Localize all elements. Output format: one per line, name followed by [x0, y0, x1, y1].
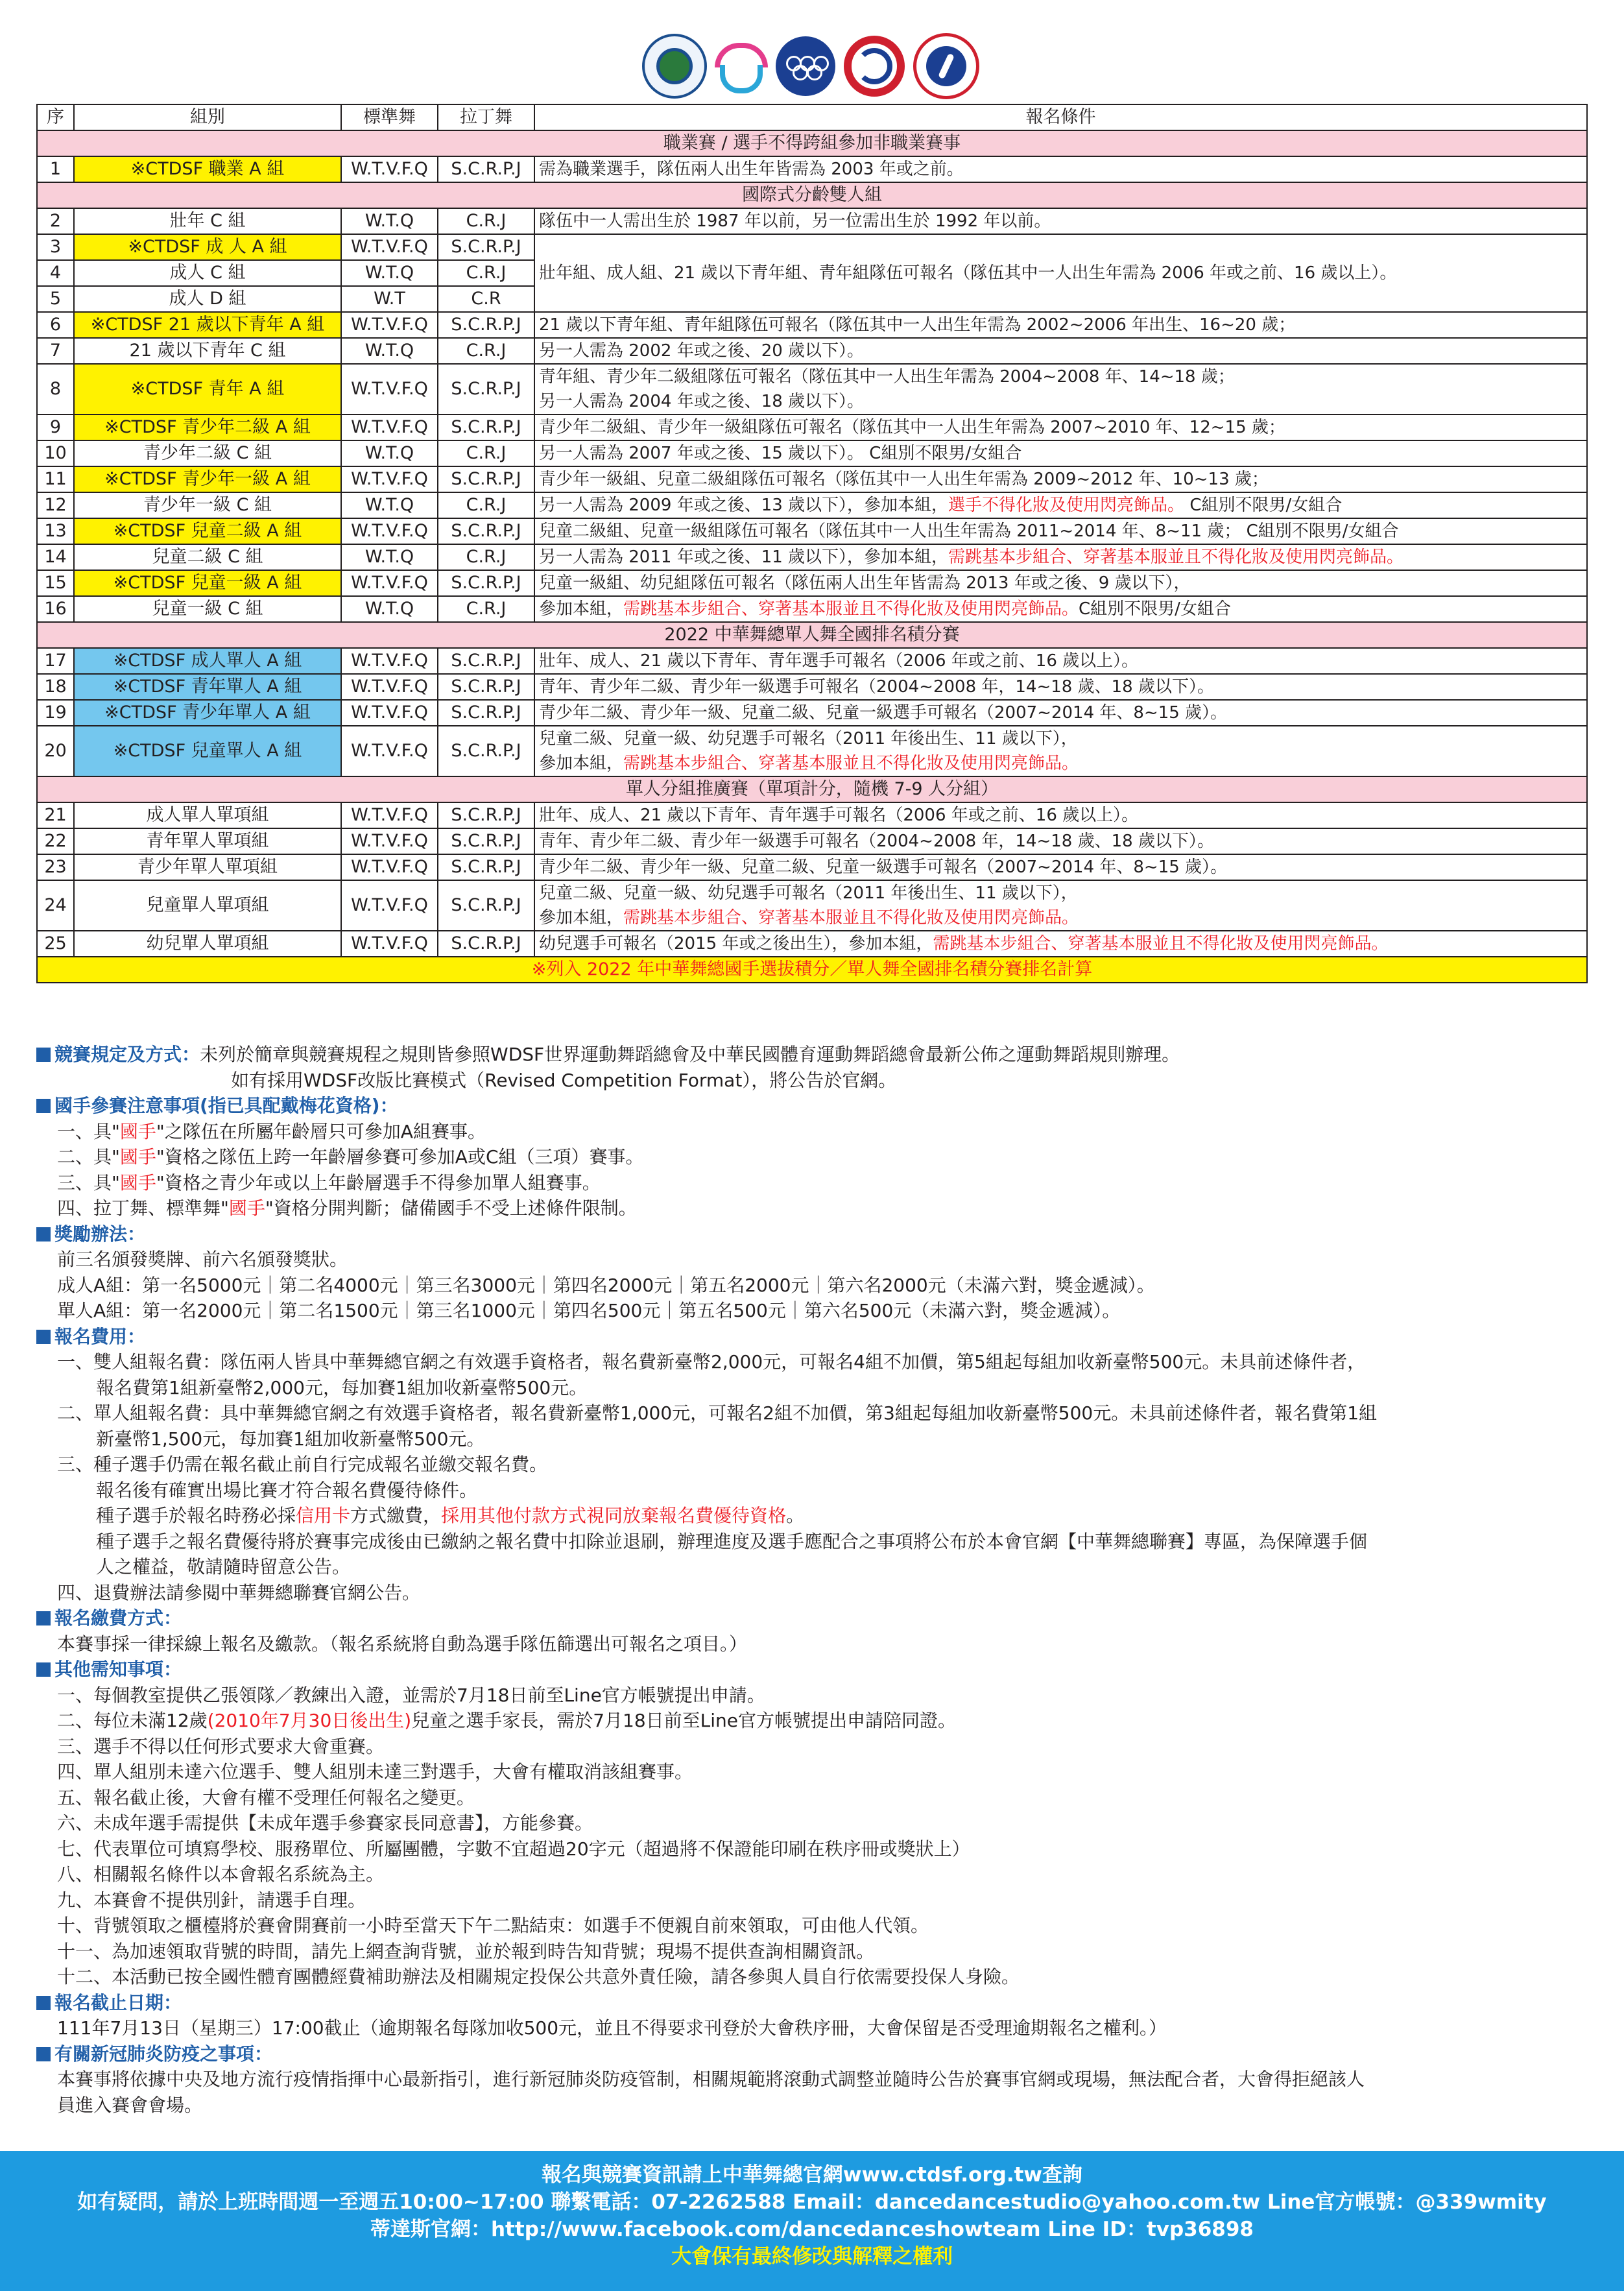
- table-row: [37, 518, 1587, 544]
- rules-item: [36, 1170, 1586, 1196]
- rules-text: 八、相關報名條件以本會報名系統為主。: [57, 1864, 385, 1885]
- rules-text: "資格之青少年或以上年齡層選手不得參加單人組賽事。: [156, 1171, 601, 1193]
- chinese-taipei-olympic-logo: [776, 36, 835, 96]
- row-latin: S.C.R.P.J: [438, 518, 534, 544]
- section-heading-text: 報名截止日期：: [54, 1991, 182, 2013]
- row-group: 壯年 C 組: [74, 208, 341, 234]
- rules-text: 報名費第1組新臺幣2,000元，每加賽1組加收新臺幣500元。: [96, 1376, 588, 1398]
- rules-text: 三、選手不得以任何形式要求大會重賽。: [57, 1735, 385, 1757]
- section-heading: [36, 2041, 1586, 2067]
- row-condition: [534, 596, 1587, 622]
- row-group: ※CTDSF 兒童二級 A 組: [74, 518, 341, 544]
- row-group: 成人 C 組: [74, 260, 341, 286]
- condition-warning: 需跳基本步組合、穿著基本服並且不得化妝及使用閃亮飾品。: [933, 934, 1389, 954]
- row-no: 2: [37, 208, 74, 234]
- condition-text: C組別不限男/女組合: [1079, 599, 1231, 619]
- row-no: 7: [37, 338, 74, 364]
- table-row: [37, 570, 1587, 596]
- bullet-square-icon: [36, 1227, 51, 1241]
- row-condition: 另一人需為 2007 年或之後、15 歲以下）。 C組別不限男/女組合: [534, 440, 1587, 466]
- row-group: 青年單人單項組: [74, 828, 341, 854]
- condition-text: 另一人需為 2011 年或之後、11 歲以下），參加本組，: [539, 547, 949, 567]
- rules-text: 二、每位未滿12歲: [57, 1710, 208, 1731]
- row-no: 14: [37, 544, 74, 570]
- row-condition: 壯年、成人、21 歲以下青年、青年選手可報名（2006 年或之前、16 歲以上）。: [534, 802, 1587, 828]
- section-heading: [36, 1221, 1586, 1247]
- row-condition: 青少年二級、青少年一級、兒童二級、兒童一級選手可報名（2007~2014 年、8~15 歲）。: [534, 854, 1587, 880]
- row-no: 4: [37, 260, 74, 286]
- row-group: ※CTDSF 青少年單人 A 組: [74, 700, 341, 726]
- row-no: 23: [37, 854, 74, 880]
- header-no: 序: [37, 104, 74, 130]
- row-condition: 兒童二級、兒童一級、幼兒選手可報名（2011 年後出生、11 歲以下），: [534, 726, 1587, 751]
- section-row: [37, 130, 1587, 156]
- rules-text: 單人A組：第一名2000元｜第二名1500元｜第三名1000元｜第四名500元｜第五名500元｜第六名500元（未滿六對，獎金遞減）。: [57, 1300, 1121, 1321]
- row-latin: S.C.R.P.J: [438, 828, 534, 854]
- rules-item: [36, 1144, 1586, 1170]
- rules-item: [36, 1503, 1586, 1529]
- table-row: [37, 880, 1587, 906]
- row-no: 17: [37, 648, 74, 674]
- row-latin: C.R: [438, 286, 534, 312]
- rules-highlight: (2010年7月30日後出生): [207, 1710, 412, 1731]
- rules-text: 報名後有確實出場比賽才符合報名費優待條件。: [96, 1479, 478, 1501]
- rules-item: [36, 1119, 1586, 1145]
- table-row: [37, 802, 1587, 828]
- row-condition: 青年、青少年二級、青少年一級選手可報名（2004~2008 年，14~18 歲、18 歲以下）。: [534, 828, 1587, 854]
- rules-text: 四、退費辦法請參閱中華舞總聯賽官網公告。: [57, 1581, 421, 1603]
- row-latin: S.C.R.P.J: [438, 854, 534, 880]
- footnote-row: [37, 957, 1587, 983]
- rules-text: "資格之隊伍上跨一年齡層參賽可參加A或C組（三項）賽事。: [156, 1146, 644, 1168]
- row-condition: 壯年、成人、21 歲以下青年、青年選手可報名（2006 年或之前、16 歲以上）。: [534, 648, 1587, 674]
- row-latin: S.C.R.P.J: [438, 931, 534, 957]
- row-standard: W.T.Q: [341, 440, 438, 466]
- condition-text: 幼兒選手可報名（2015 年或之後出生），參加本組，: [539, 934, 933, 954]
- row-no: 15: [37, 570, 74, 596]
- condition-text: C組別不限男/女組合: [1184, 496, 1343, 515]
- row-no: 11: [37, 466, 74, 492]
- dancesport-association-logo: [913, 33, 979, 99]
- row-latin: S.C.R.P.J: [438, 570, 534, 596]
- row-group: 成人單人單項組: [74, 802, 341, 828]
- rules-text: 本賽事將依據中央及地方流行疫情指揮中心最新指引，進行新冠肺炎防疫管制，相關規範將滾動式調整並隨時公告於賽事官網或現場，無法配合者，大會得拒絕該人: [57, 2069, 1365, 2090]
- header-group: 組別: [74, 104, 341, 130]
- row-condition: 壯年組、成人組、21 歲以下青年組、青年組隊伍可報名（隊伍其中一人出生年需為 2006 年或之前、16 歲以上）。: [534, 234, 1587, 312]
- row-condition: 青少年一級組、兒童二級組隊伍可報名（隊伍其中一人出生年需為 2009~2012 年、10~13 歲；: [534, 466, 1587, 492]
- header-standard: 標準舞: [341, 104, 438, 130]
- row-group: 青少年二級 C 組: [74, 440, 341, 466]
- condition-text: 另一人需為 2009 年或之後、13 歲以下），參加本組，: [539, 496, 949, 515]
- row-condition: [534, 906, 1587, 931]
- ministry-of-education-logo: [642, 34, 707, 99]
- rules-text: 111年7月13日（星期三）17:00截止（逾期報名每隊加收500元，並且不得要求刊登於大會秩序冊，大會保留是否受理逾期報名之權利。）: [57, 2017, 1167, 2039]
- rules-highlight: 國手: [228, 1197, 265, 1219]
- rules-text: 兒童之選手家長，需於7月18日前至Line官方帳號提出申請陪同證。: [411, 1710, 957, 1731]
- row-latin: S.C.R.P.J: [438, 364, 534, 414]
- row-no: 1: [37, 156, 74, 182]
- row-standard: W.T.V.F.Q: [341, 828, 438, 854]
- logo-bar: [642, 30, 979, 102]
- row-latin: S.C.R.P.J: [438, 234, 534, 260]
- row-latin: S.C.R.P.J: [438, 880, 534, 931]
- row-standard: W.T.V.F.Q: [341, 466, 438, 492]
- row-condition: 隊伍中一人需出生於 1987 年以前，另一位需出生於 1992 年以前。: [534, 208, 1587, 234]
- section-title: 單人分組推廣賽（單項計分，隨機 7-9 人分組）: [37, 776, 1587, 802]
- row-condition: [534, 931, 1587, 957]
- row-latin: S.C.R.P.J: [438, 802, 534, 828]
- rules-text: 一、雙人組報名費：隊伍兩人皆具中華舞總官網之有效選手資格者，報名費新臺幣2,000元，可報名4組不加價，第5組起每組加收新臺幣500元。未具前述條件者，: [57, 1351, 1366, 1373]
- rules-highlight: 國手: [119, 1146, 156, 1168]
- rules-text: 二、單人組報名費：具中華舞總官網之有效選手資格者，報名費新臺幣1,000元，可報名2組不加價，第3組起每組加收新臺幣500元。未具前述條件者，報名費第1組: [57, 1402, 1378, 1424]
- rules-text: 前三名頒發獎牌、前六名頒發獎狀。: [57, 1249, 348, 1270]
- row-group: 青少年單人單項組: [74, 854, 341, 880]
- rules-text: 本賽事採一律採線上報名及繳款。（報名系統將自動為選手隊伍篩選出可報名之項目。）: [57, 1633, 748, 1655]
- table-row: [37, 440, 1587, 466]
- row-group: 21 歲以下青年 C 組: [74, 338, 341, 364]
- section-heading: [36, 1093, 1586, 1119]
- section-heading: [36, 1657, 1586, 1683]
- row-standard: W.T.V.F.Q: [341, 364, 438, 414]
- row-standard: W.T.V.F.Q: [341, 854, 438, 880]
- section-heading-text: 其他需知事項：: [54, 1659, 182, 1680]
- row-standard: W.T.V.F.Q: [341, 674, 438, 700]
- row-latin: S.C.R.P.J: [438, 414, 534, 440]
- condition-warning: 需跳基本步組合、穿著基本服並且不得化妝及使用閃亮飾品。: [623, 599, 1079, 619]
- footer-rights-line: 大會保有最終修改與解釋之權利: [671, 2245, 953, 2268]
- row-condition: 青年、青少年二級、青少年一級選手可報名（2004~2008 年，14~18 歲、18 歲以下）。: [534, 674, 1587, 700]
- row-standard: W.T.Q: [341, 544, 438, 570]
- section-heading: [36, 1324, 1586, 1350]
- row-group: 青少年一級 C 組: [74, 492, 341, 518]
- row-group: ※CTDSF 職業 A 組: [74, 156, 341, 182]
- rules-text: 七、代表單位可填寫學校、服務單位、所屬團體，字數不宜超過20字元（超過將不保證能印刷在秩序冊或獎狀上）: [57, 1838, 970, 1860]
- table-row: [37, 414, 1587, 440]
- row-condition: 兒童一級組、幼兒組隊伍可報名（隊伍兩人出生年皆需為 2013 年或之後、9 歲以下），: [534, 570, 1587, 596]
- row-group: ※CTDSF 青少年一級 A 組: [74, 466, 341, 492]
- row-standard: W.T.V.F.Q: [341, 234, 438, 260]
- bullet-square-icon: [36, 1330, 51, 1344]
- rules-text: 新臺幣1,500元，每加賽1組加收新臺幣500元。: [96, 1428, 485, 1450]
- section-title: 2022 中華舞總單人舞全國排名積分賽: [37, 622, 1587, 648]
- kaohsiung-logo: [715, 36, 767, 96]
- rules-text: 一、具": [57, 1120, 120, 1142]
- rules-text: 種子選手於報名時務必採: [96, 1505, 296, 1526]
- footer-facebook-line: 蒂達斯官網：http://www.facebook.com/dancedanceshowteam Line ID：tvp36898: [370, 2218, 1254, 2241]
- section-heading-text: 國手參賽注意事項(指已具配戴梅花資格)：: [54, 1095, 398, 1116]
- table-row: [37, 312, 1587, 338]
- bullet-square-icon: [36, 1099, 51, 1113]
- row-no: 24: [37, 880, 74, 931]
- row-latin: S.C.R.P.J: [438, 466, 534, 492]
- rules-highlight: 信用卡: [296, 1505, 351, 1526]
- table-row: [37, 700, 1587, 726]
- rules-section: [36, 1042, 1586, 2118]
- rules-text: 三、種子選手仍需在報名截止前自行完成報名並繳交報名費。: [57, 1454, 548, 1475]
- table-row: [37, 364, 1587, 389]
- row-condition: 另一人需為 2004 年或之後、18 歲以下）。: [534, 389, 1587, 414]
- rules-text: 五、報名截止後，大會有權不受理任何報名之變更。: [57, 1786, 475, 1808]
- rules-text: 九、本賽會不提供別針，請選手自理。: [57, 1889, 366, 1911]
- row-standard: W.T.V.F.Q: [341, 700, 438, 726]
- table-row: [37, 931, 1587, 957]
- section-heading: [36, 1044, 200, 1065]
- rules-text: 二、具": [57, 1146, 120, 1168]
- row-standard: W.T.Q: [341, 492, 438, 518]
- row-no: 22: [37, 828, 74, 854]
- condition-warning: 需跳基本步組合、穿著基本服並且不得化妝及使用閃亮飾品。: [948, 547, 1404, 567]
- table-row: [37, 674, 1587, 700]
- row-group: ※CTDSF 兒童單人 A 組: [74, 726, 341, 776]
- row-standard: W.T.Q: [341, 260, 438, 286]
- condition-text: 參加本組，: [539, 908, 624, 928]
- condition-warning: 選手不得化妝及使用閃亮飾品。: [948, 496, 1185, 515]
- row-no: 10: [37, 440, 74, 466]
- rules-text: 人之權益，敬請隨時留意公告。: [96, 1556, 351, 1577]
- section-heading-text: 報名費用：: [54, 1325, 146, 1347]
- row-latin: C.R.J: [438, 492, 534, 518]
- rules-text: 十二、本活動已按全國性體育團體經費補助辦法及相關規定投保公共意外責任險，請各參與人員自行依需要投保人身險。: [57, 1966, 1020, 1987]
- row-latin: C.R.J: [438, 208, 534, 234]
- row-condition: 青年組、青少年二級組隊伍可報名（隊伍其中一人出生年需為 2004~2008 年、14~18 歲；: [534, 364, 1587, 389]
- row-condition: [534, 544, 1587, 570]
- table-row: [37, 544, 1587, 570]
- bullet-square-icon: [36, 1662, 51, 1677]
- rules-text: 員進入賽會會場。: [57, 2094, 203, 2116]
- row-latin: C.R.J: [438, 544, 534, 570]
- row-standard: W.T.V.F.Q: [341, 931, 438, 957]
- condition-warning: 需跳基本步組合、穿著基本服並且不得化妝及使用閃亮飾品。: [623, 908, 1079, 928]
- row-latin: S.C.R.P.J: [438, 648, 534, 674]
- row-latin: C.R.J: [438, 260, 534, 286]
- condition-text: 參加本組，: [539, 754, 624, 773]
- row-group: ※CTDSF 青年單人 A 組: [74, 674, 341, 700]
- row-standard: W.T.V.F.Q: [341, 648, 438, 674]
- bullet-square-icon: [36, 2047, 51, 2061]
- row-condition: [534, 492, 1587, 518]
- table-row: [37, 208, 1587, 234]
- row-condition: 青少年二級、青少年一級、兒童二級、兒童一級選手可報名（2007~2014 年、8~15 歲）。: [534, 700, 1587, 726]
- table-row: [37, 854, 1587, 880]
- table-row: [37, 338, 1587, 364]
- row-standard: W.T.Q: [341, 208, 438, 234]
- table-row: [37, 596, 1587, 622]
- row-no: 21: [37, 802, 74, 828]
- row-no: 20: [37, 726, 74, 776]
- table-header-row: [37, 104, 1587, 130]
- row-standard: W.T.V.F.Q: [341, 570, 438, 596]
- table-row: [37, 466, 1587, 492]
- row-condition: 21 歲以下青年組、青年組隊伍可報名（隊伍其中一人出生年需為 2002~2006 年出生、16~20 歲；: [534, 312, 1587, 338]
- table-footnote: ※列入 2022 年中華舞總國手選拔積分／單人舞全國排名積分賽排名計算: [37, 957, 1587, 983]
- rules-highlight: 採用其他付款方式視同放棄報名費優待資格: [441, 1505, 787, 1526]
- row-standard: W.T.V.F.Q: [341, 156, 438, 182]
- table-row: [37, 156, 1587, 182]
- table-row: [37, 648, 1587, 674]
- contact-footer: [0, 2151, 1624, 2291]
- row-condition: 兒童二級、兒童一級、幼兒選手可報名（2011 年後出生、11 歲以下），: [534, 880, 1587, 906]
- rules-text: "之隊伍在所屬年齡層只可參加A組賽事。: [156, 1120, 486, 1142]
- rules-item: [36, 1708, 1586, 1734]
- rules-text: 三、具": [57, 1171, 120, 1193]
- section-heading: [36, 1990, 1586, 2016]
- rules-item: [36, 1195, 1586, 1221]
- section-heading-text: 獎勵辦法：: [54, 1223, 146, 1245]
- rules-text: 四、拉丁舞、標準舞": [57, 1197, 229, 1219]
- rules-text: 十一、為加速領取背號的時間，請先上網查詢背號，並於報到時告知背號；現場不提供查詢相關資訊。: [57, 1940, 875, 1962]
- sports-federation-logo: [844, 36, 905, 97]
- row-standard: W.T.V.F.Q: [341, 880, 438, 931]
- table-row: [37, 726, 1587, 751]
- row-latin: S.C.R.P.J: [438, 726, 534, 776]
- row-no: 16: [37, 596, 74, 622]
- header-conditions: 報名條件: [534, 104, 1587, 130]
- rules-text: 成人A組：第一名5000元｜第二名4000元｜第三名3000元｜第四名2000元｜第五名2000元｜第六名2000元（未滿六對，獎金遞減）。: [57, 1274, 1155, 1296]
- rules-text: 未列於簡章與競賽規程之規則皆參照WDSF世界運動舞蹈總會及中華民國體育運動舞蹈總會最新公佈之運動舞蹈規則辦理。: [200, 1044, 1180, 1065]
- row-no: 25: [37, 931, 74, 957]
- row-no: 19: [37, 700, 74, 726]
- row-condition: 青少年二級組、青少年一級組隊伍可報名（隊伍其中一人出生年需為 2007~2010 年、12~15 歲；: [534, 414, 1587, 440]
- section-row: [37, 182, 1587, 208]
- rules-text: 方式繳費，: [350, 1505, 442, 1526]
- row-group: 兒童一級 C 組: [74, 596, 341, 622]
- rules-text: 一、每個教室提供乙張領隊／教練出入證，並需於7月18日前至Line官方帳號提出申請。: [57, 1684, 765, 1706]
- row-standard: W.T.V.F.Q: [341, 802, 438, 828]
- row-no: 12: [37, 492, 74, 518]
- footer-website-line: 報名與競賽資訊請上中華舞總官網www.ctdsf.org.tw查詢: [541, 2163, 1083, 2187]
- table-row: [37, 828, 1587, 854]
- row-no: 6: [37, 312, 74, 338]
- row-no: 13: [37, 518, 74, 544]
- section-heading-text: 報名繳費方式：: [54, 1607, 182, 1629]
- competition-rules-block: [36, 1042, 1586, 1068]
- row-no: 5: [37, 286, 74, 312]
- row-group: 成人 D 組: [74, 286, 341, 312]
- row-condition: 兒童二級組、兒童一級組隊伍可報名（隊伍其中一人出生年需為 2011~2014 年、8~11 歲； C組別不限男/女組合: [534, 518, 1587, 544]
- row-group: 兒童二級 C 組: [74, 544, 341, 570]
- row-latin: S.C.R.P.J: [438, 312, 534, 338]
- row-group: ※CTDSF 青年 A 組: [74, 364, 341, 414]
- row-group: ※CTDSF 兒童一級 A 組: [74, 570, 341, 596]
- section-title: 國際式分齡雙人組: [37, 182, 1587, 208]
- row-latin: C.R.J: [438, 440, 534, 466]
- condition-warning: 需跳基本步組合、穿著基本服並且不得化妝及使用閃亮飾品。: [623, 754, 1079, 773]
- row-no: 3: [37, 234, 74, 260]
- table-row: [37, 234, 1587, 260]
- row-group: ※CTDSF 青少年二級 A 組: [74, 414, 341, 440]
- condition-text: 參加本組，: [539, 599, 624, 619]
- row-condition: [534, 751, 1587, 776]
- table-row: [37, 492, 1587, 518]
- rules-text: 六、未成年選手需提供【未成年選手參賽家長同意書】，方能參賽。: [57, 1812, 593, 1834]
- header-latin: 拉丁舞: [438, 104, 534, 130]
- row-latin: S.C.R.P.J: [438, 700, 534, 726]
- bullet-square-icon: [36, 1611, 51, 1625]
- row-group: ※CTDSF 成人單人 A 組: [74, 648, 341, 674]
- row-latin: S.C.R.P.J: [438, 156, 534, 182]
- events-table: [36, 104, 1588, 983]
- rules-highlight: 國手: [119, 1120, 156, 1142]
- rules-highlight: 國手: [119, 1171, 156, 1193]
- section-heading: [36, 1605, 1586, 1631]
- section-row: [37, 776, 1587, 802]
- row-condition: 需為職業選手，隊伍兩人出生年皆需為 2003 年或之前。: [534, 156, 1587, 182]
- row-standard: W.T.V.F.Q: [341, 726, 438, 776]
- row-standard: W.T: [341, 286, 438, 312]
- row-standard: W.T.Q: [341, 596, 438, 622]
- rules-text: 十、背號領取之櫃檯將於賽會開賽前一小時至當天下午二點結束：如選手不便親自前來領取，可由他人代領。: [57, 1915, 929, 1936]
- row-group: 兒童單人單項組: [74, 880, 341, 931]
- rules-text: 種子選手之報名費優待將於賽事完成後由已繳納之報名費中扣除並退刷，辦理進度及選手應配合之事項將公布於本會官網【中華舞總聯賽】專區，為保障選手個: [96, 1530, 1368, 1552]
- rules-text: "資格分開判斷；儲備國手不受上述條件限制。: [265, 1197, 637, 1219]
- bullet-square-icon: [36, 1048, 51, 1062]
- section-heading-text: 有關新冠肺炎防疫之事項：: [54, 2043, 273, 2065]
- section-heading-text: 競賽規定及方式：: [54, 1044, 200, 1065]
- row-latin: C.R.J: [438, 596, 534, 622]
- row-condition: 另一人需為 2002 年或之後、20 歲以下）。: [534, 338, 1587, 364]
- rules-text: 如有採用WDSF改版比賽模式（Revised Competition Format），將公告於官網。: [231, 1069, 897, 1091]
- row-no: 8: [37, 364, 74, 414]
- row-latin: S.C.R.P.J: [438, 674, 534, 700]
- row-standard: W.T.V.F.Q: [341, 518, 438, 544]
- row-no: 9: [37, 414, 74, 440]
- bullet-square-icon: [36, 1996, 51, 2010]
- rules-text: 。: [786, 1505, 805, 1526]
- row-standard: W.T.V.F.Q: [341, 312, 438, 338]
- row-standard: W.T.V.F.Q: [341, 414, 438, 440]
- rules-text: 四、單人組別未達六位選手、雙人組別未達三對選手，大會有權取消該組賽事。: [57, 1761, 693, 1782]
- row-group: 幼兒單人單項組: [74, 931, 341, 957]
- row-latin: C.R.J: [438, 338, 534, 364]
- row-standard: W.T.Q: [341, 338, 438, 364]
- row-group: ※CTDSF 成 人 A 組: [74, 234, 341, 260]
- row-no: 18: [37, 674, 74, 700]
- section-title: 職業賽 / 選手不得跨組參加非職業賽事: [37, 130, 1587, 156]
- section-row: [37, 622, 1587, 648]
- footer-contact-line: 如有疑問，請於上班時間週一至週五10:00~17:00 聯繫電話：07-2262588 Email：dancedancestudio@yahoo.com.tw Line官方帳號：@339wmity: [77, 2190, 1547, 2214]
- row-group: ※CTDSF 21 歲以下青年 A 組: [74, 312, 341, 338]
